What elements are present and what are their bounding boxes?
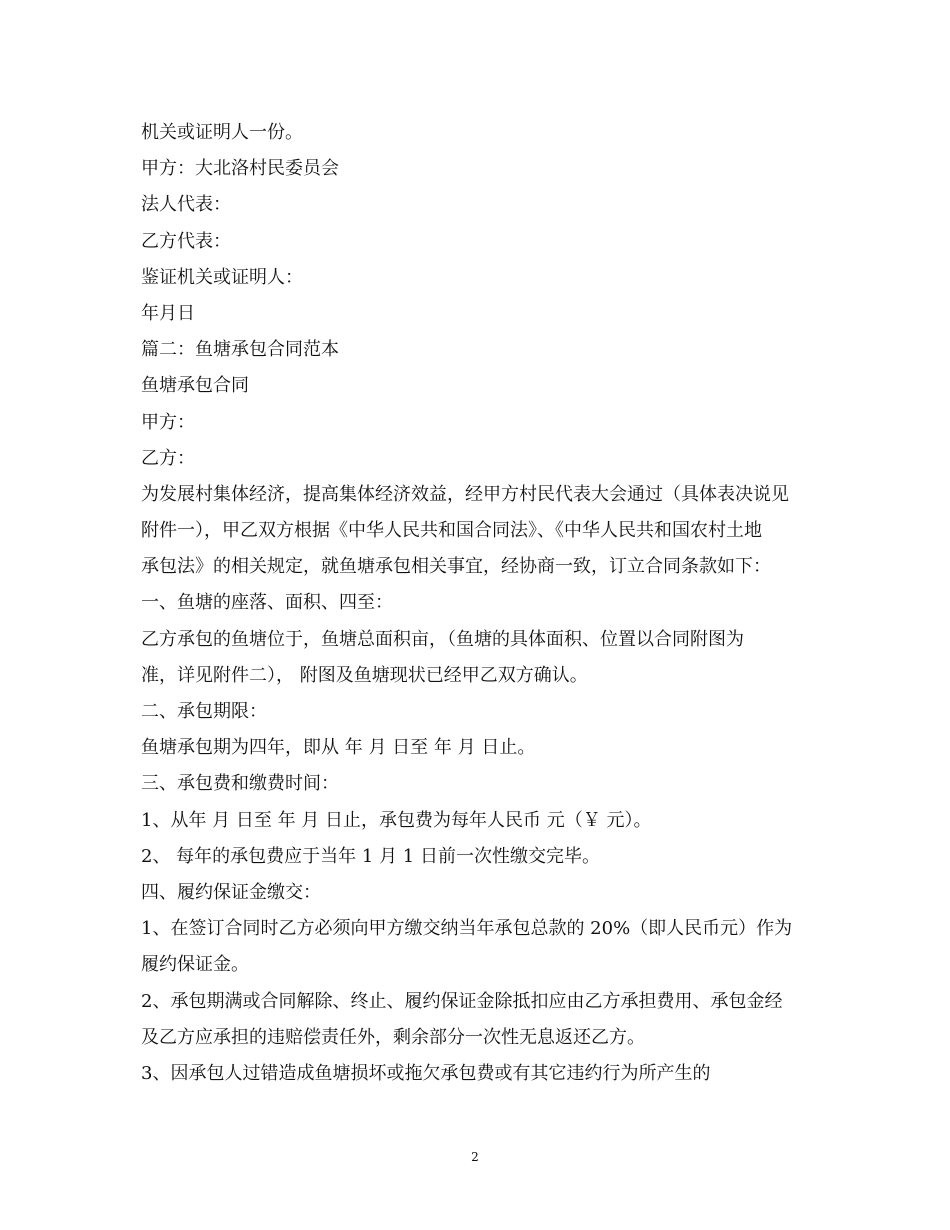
text-line: 四、履约保证金缴交： — [141, 881, 321, 903]
text-line: 甲方：大北洛村民委员会 — [141, 158, 339, 180]
text-line: 鉴证机关或证明人： — [141, 266, 303, 288]
text-line: 3、因承包人过错造成鱼塘损坏或拖欠承包费或有其它违约行为所产生的 — [141, 1062, 711, 1084]
text-line: 承包法》的相关规定，就鱼塘承包相关事宜，经协商一致，订立合同条款如下： — [141, 556, 771, 578]
text-line: 二、承包期限： — [141, 701, 267, 722]
text-line: 附件一），甲乙双方根据《中华人民共和国合同法》、《中华人民共和国农村土地 — [141, 520, 762, 542]
text-line: 机关或证明人一份。 — [141, 122, 303, 143]
text-line: 及乙方应承担的违赔偿责任外，剩余部分一次性无息返还乙方。 — [141, 1026, 645, 1048]
text-line: 篇二：鱼塘承包合同范本 — [141, 339, 339, 361]
text-line: 为发展村集体经济，提高集体经济效益，经甲方村民代表大会通过（具体表决说见 — [141, 483, 789, 505]
page-number: 2 — [471, 1150, 479, 1164]
text-line: 2、承包期满或合同解除、终止、履约保证金除抵扣应由乙方承担费用、承包金经 — [141, 990, 783, 1012]
text-line: 甲方： — [141, 411, 195, 433]
text-line: 年月日 — [141, 302, 195, 324]
text-line: 三、承包费和缴费时间： — [141, 773, 339, 795]
text-line: 2、 每年的承包费应于当年 1 月 1 日前一次性缴交完毕。 — [141, 845, 600, 867]
text-line: 1、在签订合同时乙方必须向甲方缴交纳当年承包总款的 20%（即人民币元）作为 — [141, 918, 793, 940]
text-line: 鱼塘承包期为四年，即从 年 月 日至 年 月 日止。 — [141, 737, 536, 759]
text-line: 乙方： — [141, 447, 195, 469]
text-line: 乙方承包的鱼塘位于，鱼塘总面积亩，（鱼塘的具体面积、位置以合同附图为 — [141, 628, 744, 650]
text-line: 乙方代表： — [141, 230, 231, 252]
text-line: 鱼塘承包合同 — [141, 375, 249, 397]
text-line: 1、从年 月 日至 年 月 日止，承包费为每年人民币 元（￥ 元）。 — [141, 809, 652, 831]
text-line: 一、鱼塘的座落、面积、四至： — [141, 592, 393, 614]
document-body — [141, 115, 817, 1092]
text-line: 履约保证金。 — [141, 954, 249, 976]
text-line: 准，详见附件二）， 附图及鱼塘现状已经甲乙双方确认。 — [141, 664, 588, 686]
text-line: 法人代表： — [141, 194, 231, 216]
